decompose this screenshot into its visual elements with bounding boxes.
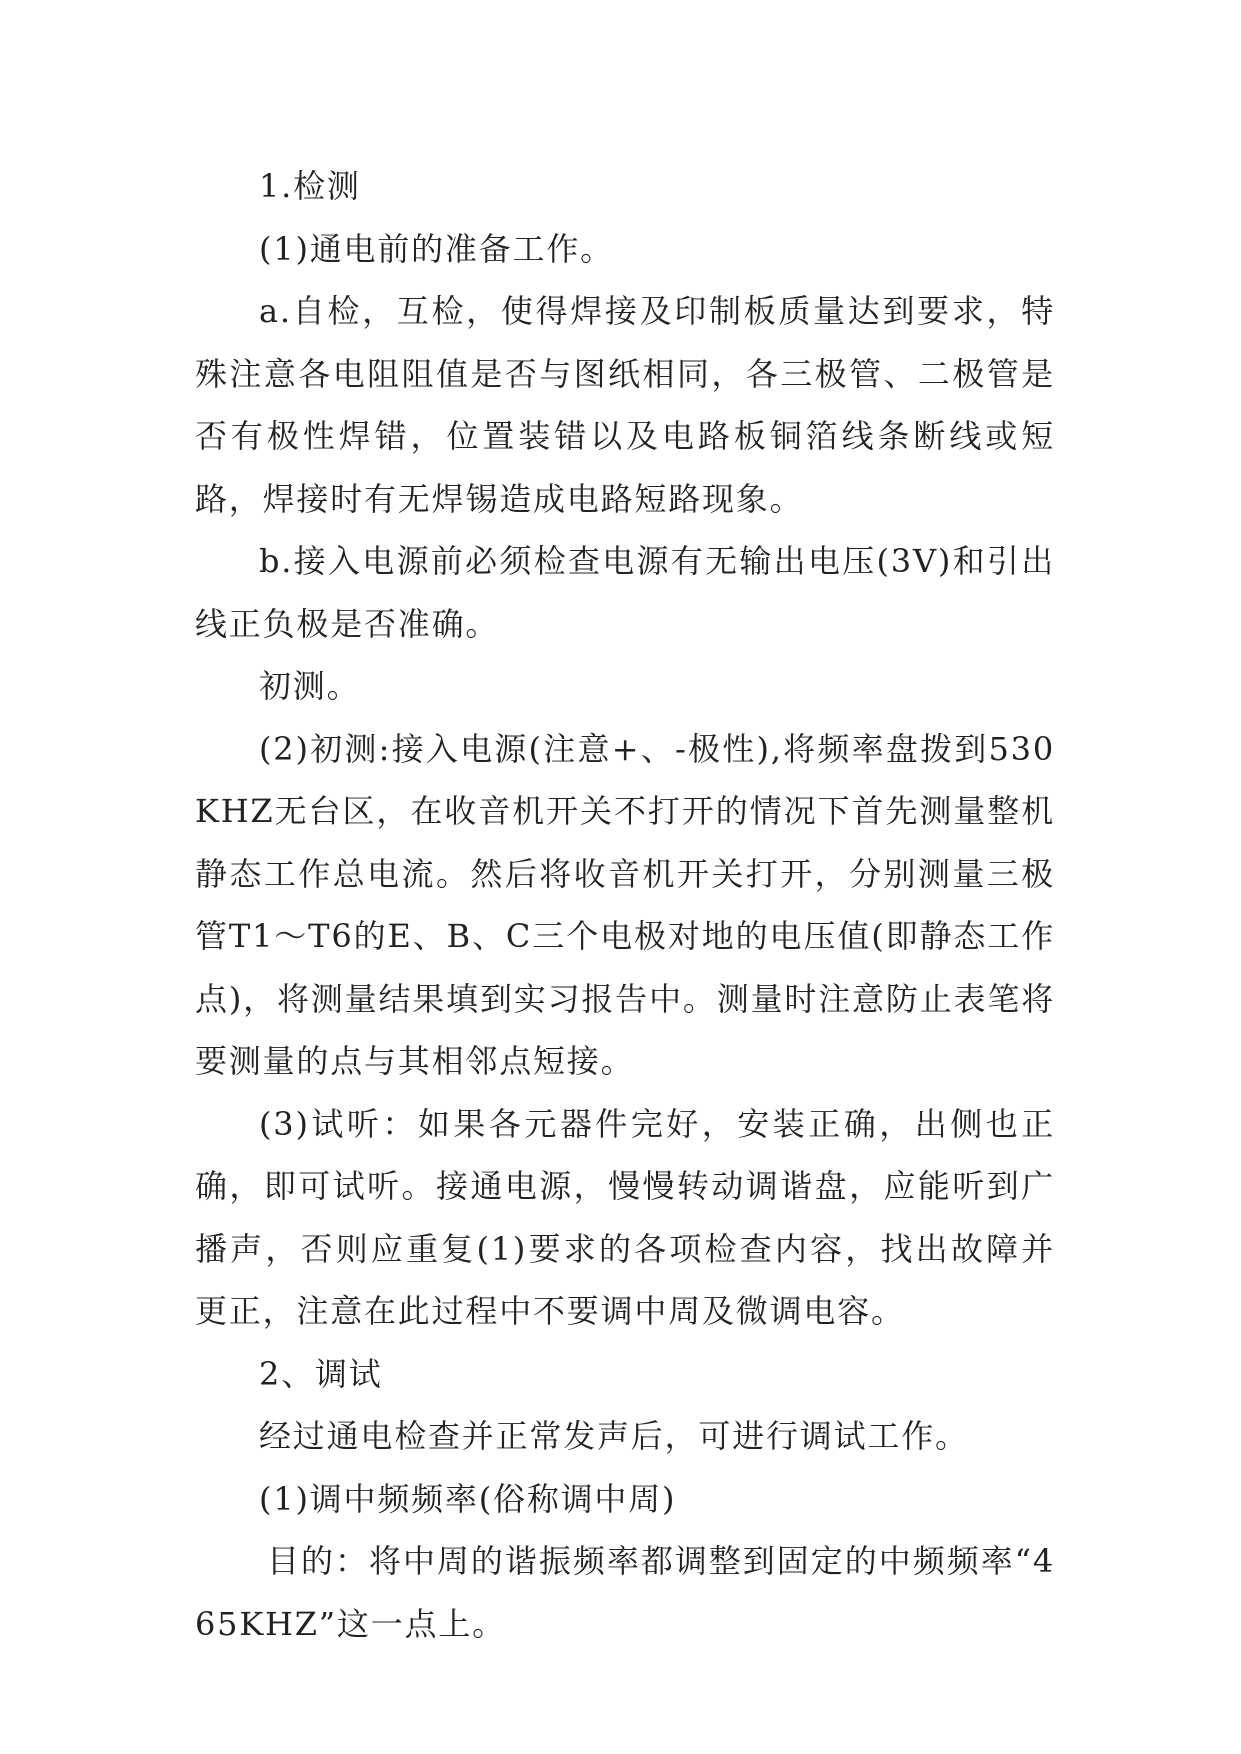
label-initial-test: 初测。	[259, 667, 361, 705]
paragraph-power-check: b.接入电源前必须检查电源有无输出电压(3V)和引出线正负极是否准确。	[195, 542, 1055, 643]
subheading-if-adjust: (1)调中频频率(俗称调中周)	[259, 1479, 677, 1518]
paragraph-trial-listen: (3)试听：如果各元器件完好，安装正确，出侧也正确，即可试听。接通电源，慢慢转动调谐盘，应能听到广播声，否则应重复(1)要求的各项检查内容，找出故障并更正，注意在此过程中不要调中周及微调电容。	[195, 1104, 1055, 1330]
heading-debugging: 2、调试	[259, 1354, 383, 1393]
paragraph-self-check: a.自检，互检，使得焊接及印制板质量达到要求，特殊注意各电阻阻值是否与图纸相同，各三极管、二极管是否有极性焊错，位置装错以及电路板铜箔线条断线或短路，焊接时有无焊锡造成电路短路现象。	[195, 292, 1055, 518]
document-body	[195, 155, 1055, 1655]
heading-detection: 1.检测	[259, 167, 361, 205]
subheading-preparation: (1)通电前的准备工作。	[259, 229, 614, 268]
paragraph-initial-test: (2)初测:接入电源(注意+、-极性),将频率盘拨到530KHZ无台区，在收音机开关不打开的情况下首先测量整机静态工作总电流。然后将收音机开关打开，分别测量三极管T1～T6的E、B、C三个电极对地的电压值(即静态工作点)，将测量结果填到实习报告中。测量时注意防止表笔将要测量的点与其相邻点短接。	[195, 729, 1055, 1080]
paragraph-debug-intro: 经过通电检查并正常发声后，可进行调试工作。	[259, 1417, 969, 1455]
paragraph-purpose: 目的：将中周的谐振频率都调整到固定的中频频率“465KHZ”这一点上。	[195, 1542, 1055, 1643]
